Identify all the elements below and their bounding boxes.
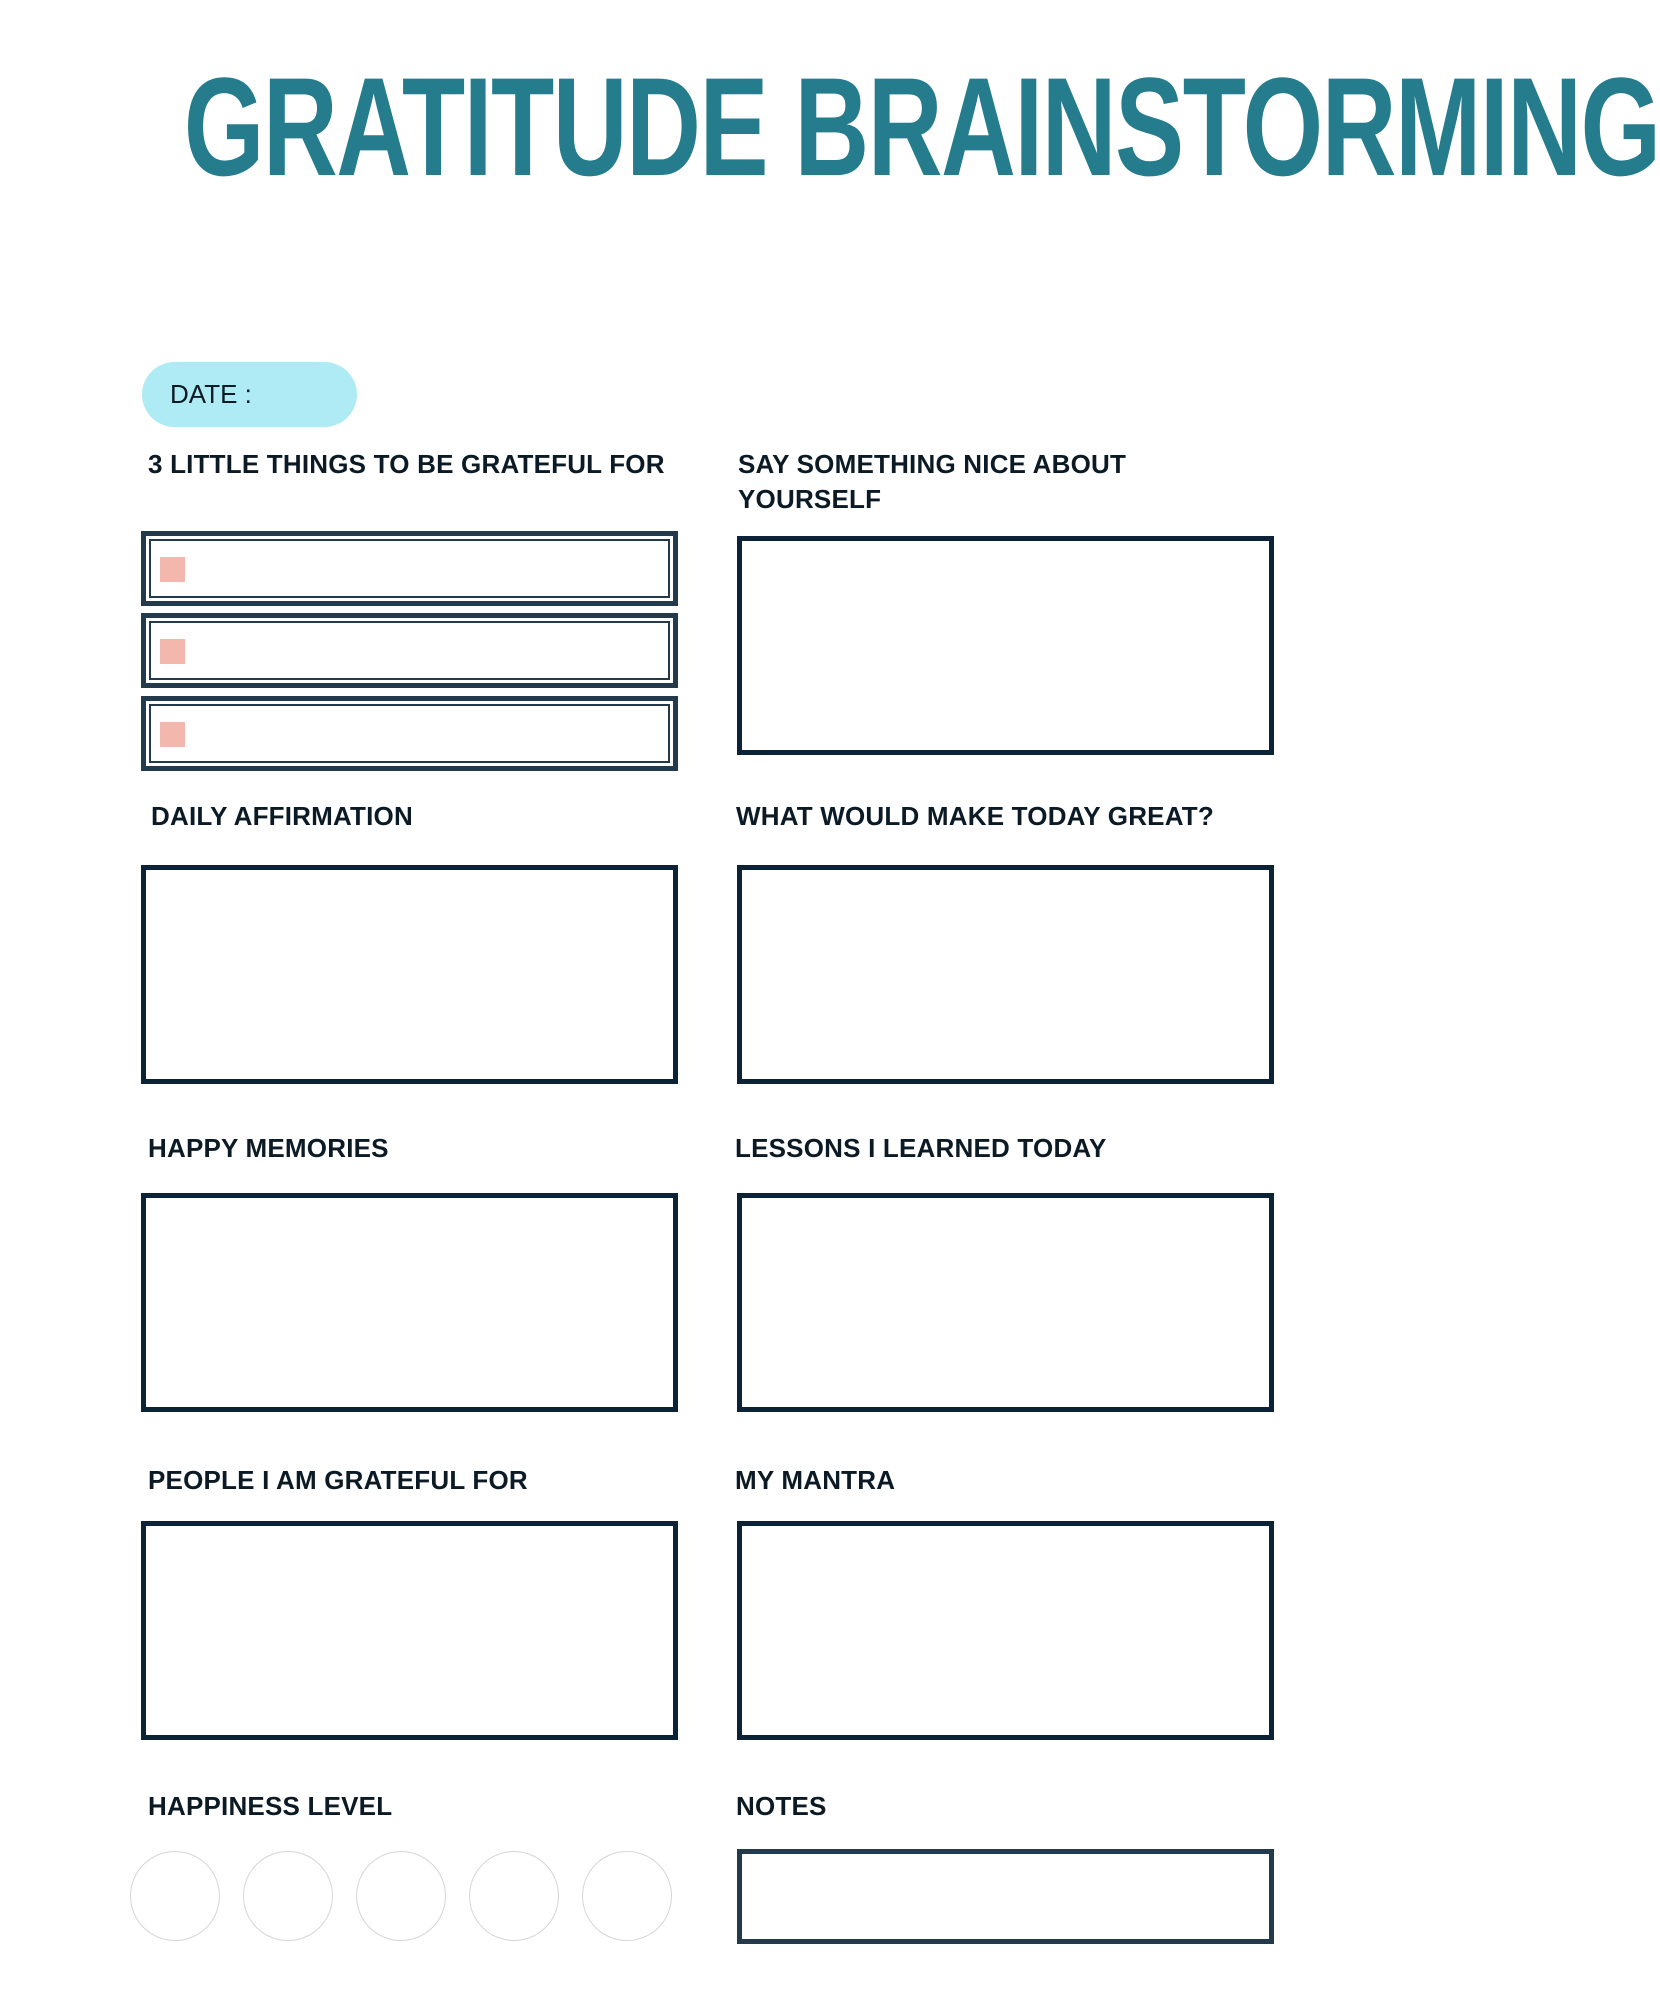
- happy-memories-label: HAPPY MEMORIES: [148, 1133, 389, 1163]
- people-box[interactable]: [141, 1521, 678, 1740]
- today-great-box[interactable]: [737, 865, 1274, 1084]
- mantra-label: MY MANTRA: [735, 1465, 896, 1495]
- say-something-nice-label-line2: YOURSELF: [738, 484, 882, 514]
- grateful-item-3[interactable]: [141, 696, 678, 771]
- people-label: PEOPLE I AM GRATEFUL FOR: [148, 1465, 528, 1495]
- daily-affirmation-label: DAILY AFFIRMATION: [151, 801, 413, 831]
- mantra-box[interactable]: [737, 1521, 1274, 1740]
- say-something-nice-box[interactable]: [737, 536, 1274, 755]
- checkbox[interactable]: [160, 639, 185, 664]
- date-label: DATE :: [170, 379, 252, 409]
- little-things-label: 3 LITTLE THINGS TO BE GRATEFUL FOR: [148, 449, 665, 479]
- say-something-nice-label-line1: SAY SOMETHING NICE ABOUT: [738, 449, 1127, 479]
- happiness-level-label: HAPPINESS LEVEL: [148, 1791, 393, 1821]
- happiness-circle-3[interactable]: [356, 1851, 446, 1941]
- notes-label: NOTES: [736, 1791, 827, 1821]
- grateful-item-1[interactable]: [141, 531, 678, 606]
- page-title: GRATITUDE BRAINSTORMING: [183, 48, 1660, 205]
- checkbox[interactable]: [160, 557, 185, 582]
- today-great-label: WHAT WOULD MAKE TODAY GREAT?: [736, 801, 1214, 831]
- happiness-circle-4[interactable]: [469, 1851, 559, 1941]
- happy-memories-box[interactable]: [141, 1193, 678, 1412]
- happiness-circle-1[interactable]: [130, 1851, 220, 1941]
- grateful-item-2[interactable]: [141, 613, 678, 688]
- happiness-circle-2[interactable]: [243, 1851, 333, 1941]
- daily-affirmation-box[interactable]: [141, 865, 678, 1084]
- date-field[interactable]: [142, 362, 357, 427]
- happiness-circle-5[interactable]: [582, 1851, 672, 1941]
- notes-box[interactable]: [737, 1849, 1274, 1944]
- lessons-box[interactable]: [737, 1193, 1274, 1412]
- lessons-label: LESSONS I LEARNED TODAY: [735, 1133, 1107, 1163]
- checkbox[interactable]: [160, 722, 185, 747]
